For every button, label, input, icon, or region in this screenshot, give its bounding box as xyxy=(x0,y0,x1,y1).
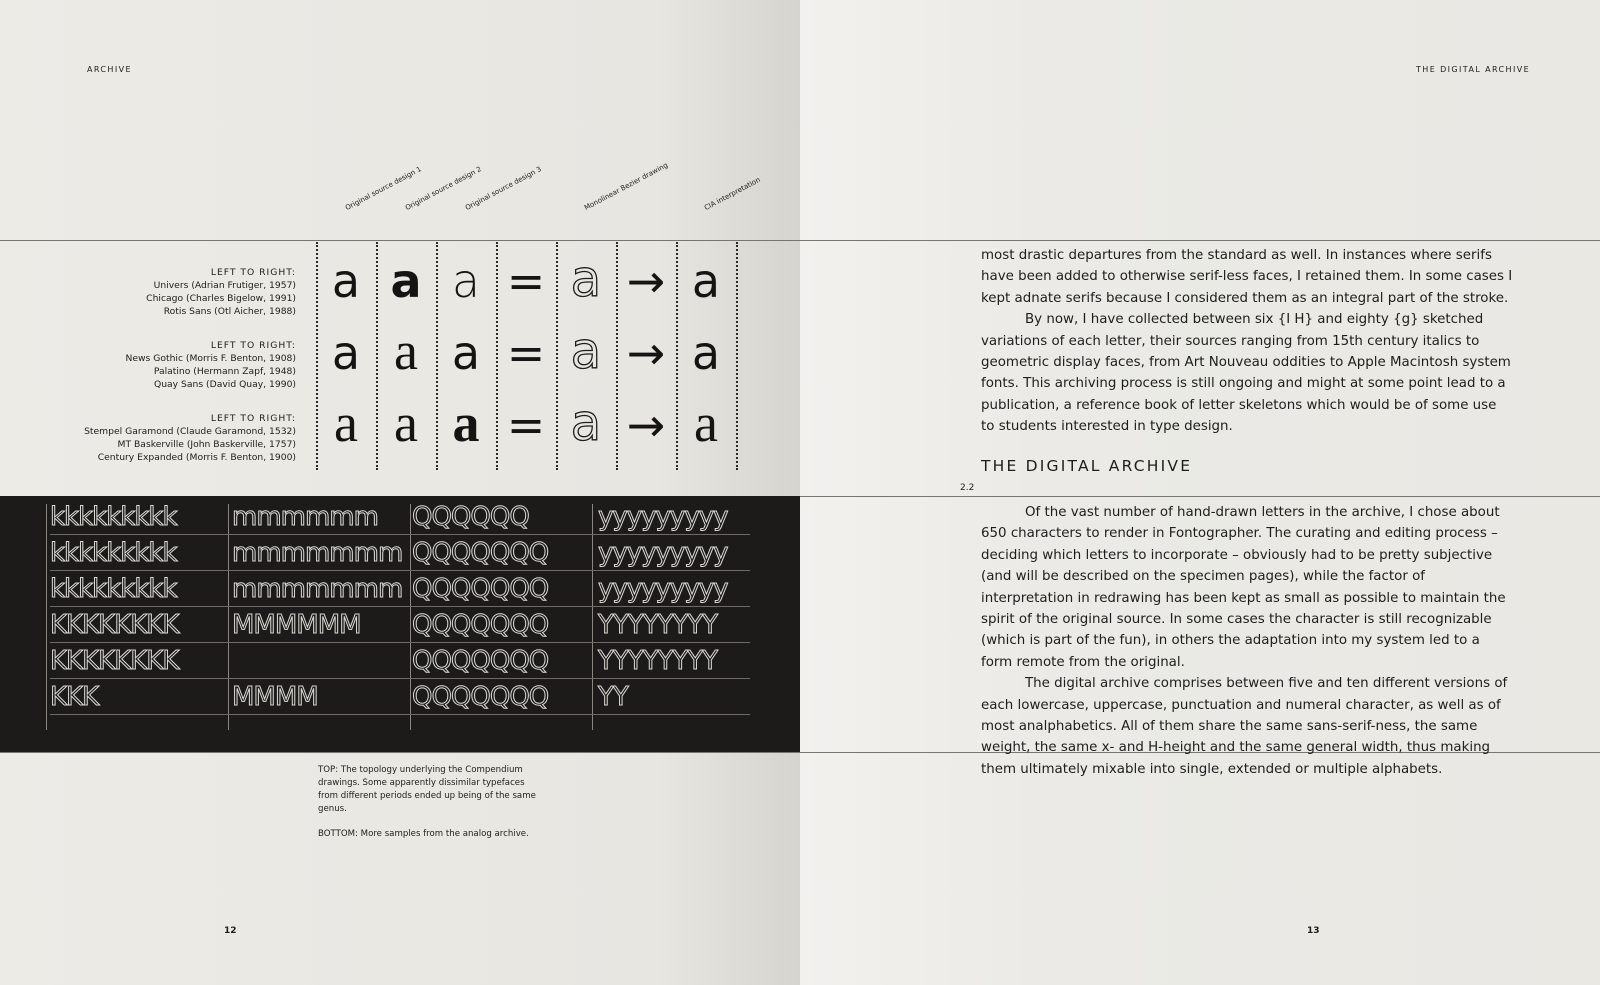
sample-row-m: MMMMMM xyxy=(232,610,361,640)
column-heading-source-3: Original source design 3 xyxy=(464,165,543,213)
page-number-right: 13 xyxy=(1307,926,1320,936)
body-text-lower xyxy=(981,502,1513,780)
sheet-baseline xyxy=(50,678,750,679)
row-label-2: LEFT TO RIGHT: News Gothic (Morris F. Benton, 1908) Palatino (Hermann Zapf, 1948) Quay Sans (David Quay, 1990) xyxy=(125,340,296,390)
glyph-a-source-2: a xyxy=(390,254,422,308)
equals-sign: = xyxy=(506,326,546,380)
column-heading-bezier: Monolinear Bezier drawing xyxy=(583,161,670,213)
glyph-a-cia: a xyxy=(691,326,721,380)
sample-row-y: yyyyyyyyy xyxy=(598,574,728,604)
sample-row-q: QQQQQQ xyxy=(412,502,529,532)
sheet-margin-line xyxy=(46,504,47,730)
sample-row-m: MMMM xyxy=(232,682,318,712)
glyph-a-source-2: a xyxy=(394,321,418,381)
glyph-a-bezier: a xyxy=(570,250,602,308)
row-label-1: LEFT TO RIGHT: Univers (Adrian Frutiger, 1957) Chicago (Charles Bigelow, 1991) Rotis Sans (Otl Aicher, 1988) xyxy=(146,267,296,317)
column-heading-cia: CIA interpretation xyxy=(703,175,762,213)
analog-archive-samples xyxy=(0,496,800,752)
sheet-margin-line xyxy=(228,504,229,730)
glyph-a-source-1: a xyxy=(334,393,358,453)
sample-row-k: KKKKKKKK xyxy=(50,646,179,676)
sample-row-m: mmmmmmm xyxy=(232,574,403,604)
sample-row-q: QQQQQQQ xyxy=(412,646,549,676)
paragraph: most drastic departures from the standard as well. In instances where serifs have been added to otherwise serif-less faces, I retained them. In some cases I kept adnate serifs because I considered them as an integral part of the stroke. xyxy=(981,248,1513,306)
sample-row-q: QQQQQQQ xyxy=(412,682,549,712)
arrow-right-icon: → xyxy=(626,398,666,452)
sample-row-k: KKK xyxy=(50,682,99,712)
arrow-right-icon: → xyxy=(626,326,666,380)
glyph-a-cia: a xyxy=(694,393,718,453)
sample-row-k: kkkkkkkkk xyxy=(50,574,177,604)
column-heading-source-1: Original source design 1 xyxy=(344,165,423,213)
glyph-a-bezier: a xyxy=(570,322,602,380)
glyph-a-bezier: a xyxy=(570,394,602,452)
glyph-a-cia: a xyxy=(691,254,721,308)
glyph-a-source-3: a xyxy=(451,254,481,308)
sample-row-m: mmmmmmm xyxy=(232,538,403,568)
row-label-3: LEFT TO RIGHT: Stempel Garamond (Claude Garamond, 1532) MT Baskerville (John Baskerville, 1757) Century Expanded (Morris F. Benton, 1900) xyxy=(84,413,296,463)
section-number: 2.2 xyxy=(960,483,975,493)
arrow-right-icon: → xyxy=(626,254,666,308)
caption-bottom: BOTTOM: More samples from the analog archive. xyxy=(318,829,529,839)
sample-row-y: YY xyxy=(598,682,628,712)
sample-row-m: mmmmmm xyxy=(232,502,378,532)
sample-row-q: QQQQQQQ xyxy=(412,574,549,604)
sample-row-y: yyyyyyyyy xyxy=(598,502,728,532)
equals-sign: = xyxy=(506,398,546,452)
section-title: THE DIGITAL ARCHIVE xyxy=(981,457,1193,475)
column-heading-source-2: Original source design 2 xyxy=(404,165,483,213)
page-number-left: 12 xyxy=(224,926,237,936)
sheet-baseline xyxy=(50,714,750,715)
glyph-a-source-1: a xyxy=(331,254,361,308)
sample-row-q: QQQQQQQ xyxy=(412,610,549,640)
paragraph: The digital archive comprises between five and ten different versions of each lowercase, uppercase, punctuation and numeral character, as well as of most analphabetics. All of them share the same sans-serif-ness, the same weight, the same x- and H-height and the same general width, thus making them ultimately mixable into single, extended or multiple alphabets. xyxy=(981,676,1508,777)
glyph-a-source-3: a xyxy=(451,326,481,380)
equals-sign: = xyxy=(506,254,546,308)
sample-row-k: kkkkkkkkk xyxy=(50,538,177,568)
sheet-baseline xyxy=(50,570,750,571)
sheet-margin-line xyxy=(410,504,411,730)
caption-top: TOP: The topology underlying the Compendium drawings. Some apparently dissimilar typefaces from different periods ended up being of the same genus. xyxy=(318,765,536,814)
glyph-a-source-3: a xyxy=(452,393,480,453)
sample-row-k: KKKKKKKK xyxy=(50,610,179,640)
sample-row-y: YYYYYYYY xyxy=(598,646,718,676)
column-divider xyxy=(736,242,738,470)
running-head-right: THE DIGITAL ARCHIVE xyxy=(1416,65,1531,74)
glyph-a-source-2: a xyxy=(394,393,418,453)
paragraph: By now, I have collected between six {I H} and eighty {g} sketched variations of each letter, their sources ranging from 15th century italics to geometric display faces, from Art Nouveau oddities to Apple Macintosh system fonts. This archiving process is still ongoing and might at some point lead to a publication, a reference book of letter skeletons which would be of some use to students interested in type design. xyxy=(981,312,1511,435)
sheet-baseline xyxy=(50,642,750,643)
paragraph: Of the vast number of hand-drawn letters in the archive, I chose about 650 characters to render in Fontographer. The curating and editing process – deciding which letters to incorporate – obviously had to be pretty subjective (and will be described on the specimen pages), while the factor of interpretation in redrawing has been kept as small as possible to maintain the spirit of the original source. In some cases the character is still recognizable (which is part of the fun), in others the adaptation into my system led to a form remote from the original. xyxy=(981,505,1506,670)
sample-row-k: kkkkkkkkk xyxy=(50,502,177,532)
sheet-margin-line xyxy=(592,504,593,730)
glyph-a-source-1: a xyxy=(331,326,361,380)
sample-row-y: YYYYYYYY xyxy=(598,610,718,640)
right-page xyxy=(800,0,1600,985)
running-head-left: ARCHIVE xyxy=(87,65,132,74)
sample-row-q: QQQQQQQ xyxy=(412,538,549,568)
sample-row-y: yyyyyyyyy xyxy=(598,538,728,568)
rule-top xyxy=(0,240,1600,241)
sheet-baseline xyxy=(50,534,750,535)
sheet-baseline xyxy=(50,606,750,607)
body-text-upper xyxy=(981,245,1513,438)
